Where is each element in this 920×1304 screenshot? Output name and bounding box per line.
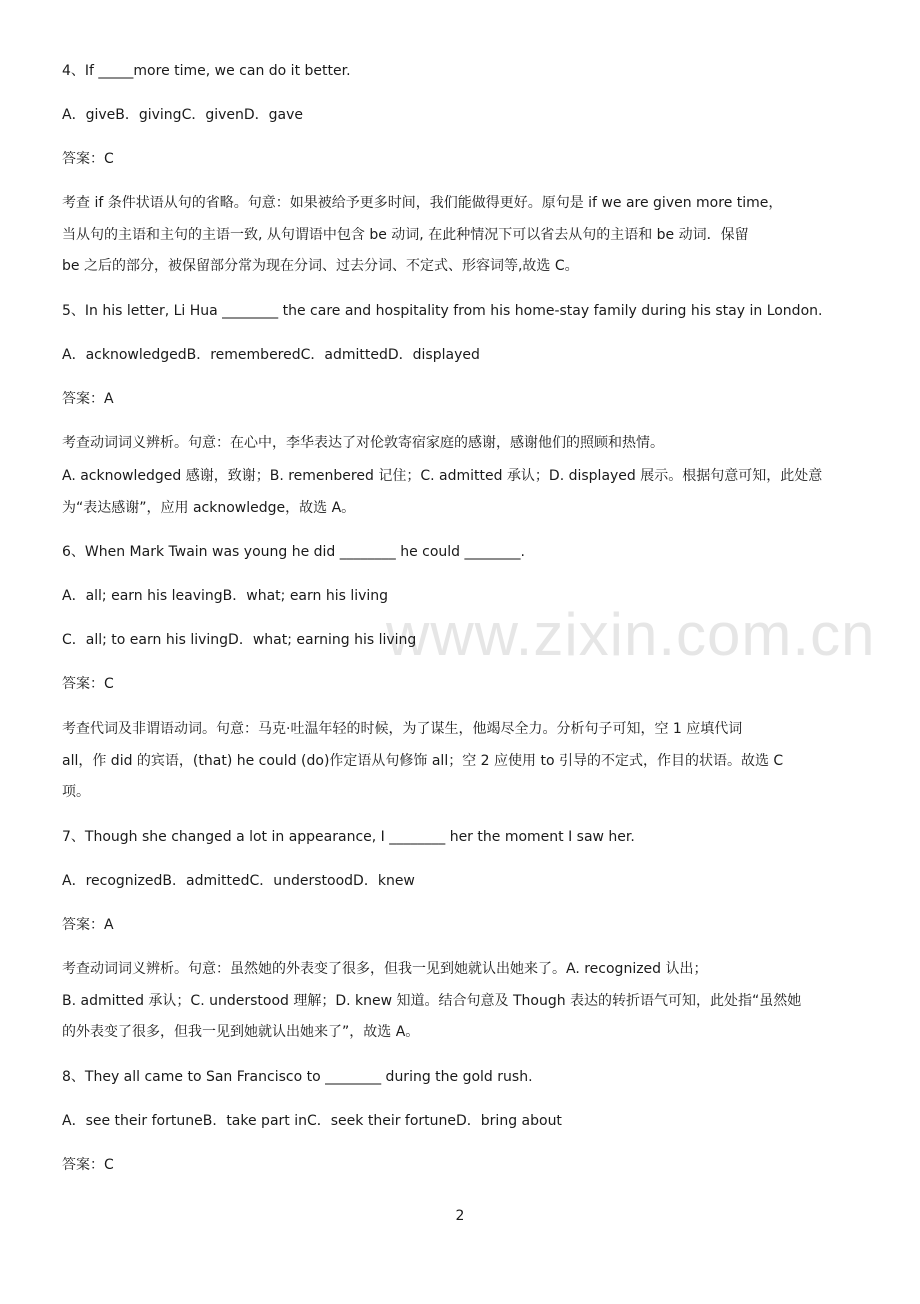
question-8: 8、They all came to San Francisco to ________ during the gold rush. [62,1069,533,1085]
question-4: 4、If _____more time, we can do it better. [62,63,351,79]
question-7: 7、Though she changed a lot in appearance, I ________ her the moment I saw her. [62,829,635,845]
question-4-explanation [62,188,858,283]
explanation-line: 当从句的主语和主句的主语一致, 从句谓语中包含 be 动词, 在此种情况下可以省去从句的主语和 be 动词．保留 [62,226,749,243]
explanation-line: A. acknowledged 感谢，致谢；B. remenbered 记住；C. admitted 承认；D. displayed 展示。根据句意可知，此处意 [62,468,823,484]
question-6-options-ab: A．all; earn his leavingB．what; earn his living [62,588,389,604]
question-6-options-cd: C．all; to earn his livingD．what; earning his living [62,632,417,648]
question-5-answer: 答案：A [62,391,114,407]
question-8-options: A．see their fortuneB．take part inC．seek their fortuneD．bring about [62,1113,562,1129]
question-8-answer: 答案：C [62,1157,114,1173]
explanation-line: 的外表变了很多，但我一见到她就认出她来了”，故选 A。 [62,1024,420,1040]
question-6-explanation [62,714,858,809]
explanation-line: 考查 if 条件状语从句的省略。句意：如果被给予更多时间，我们能做得更好。原句是 if we are given more time， [62,195,783,211]
explanation-line: 考查动词词义辨析。句意：虽然她的外表变了很多，但我一见到她就认出她来了。A. recognized 认出； [62,961,708,977]
watermark: www.zixin.com.cn [386,601,876,668]
question-5-options: A．acknowledgedB．rememberedC．admittedD．displayed [62,347,480,363]
question-4-options: A．giveB．givingC．givenD．gave [62,107,304,123]
question-7-explanation [62,954,858,1049]
page-number: 2 [455,1208,465,1224]
explanation-line: be 之后的部分，被保留部分常为现在分词、过去分词、不定式、形容词等,故选 C。 [62,258,579,274]
question-7-options: A．recognizedB．admittedC．understoodD．knew [62,873,415,889]
question-5: 5、In his letter, Li Hua ________ the care and hospitality from his home-stay family during his stay in London. [62,303,823,319]
question-5-explanation [62,461,858,524]
explanation-line: 项。 [62,784,90,800]
explanation-line: 为“表达感谢”，应用 acknowledge，故选 A。 [62,499,356,516]
question-7-answer: 答案：A [62,917,114,933]
question-5-explanation-intro: 考查动词词义辨析。句意：在心中，李华表达了对伦敦寄宿家庭的感谢，感谢他们的照顾和热情。 [62,435,664,451]
question-6-answer: 答案：C [62,676,114,692]
question-6: 6、When Mark Twain was young he did ________ he could ________. [62,544,525,560]
explanation-line: all，作 did 的宾语，(that) he could (do)作定语从句修饰 all；空 2 应使用 to 引导的不定式，作目的状语。故选 C [62,752,784,769]
explanation-line: B. admitted 承认；C. understood 理解；D. knew 知道。结合句意及 Though 表达的转折语气可知，此处指“虽然她 [62,992,802,1009]
question-4-answer: 答案：C [62,151,114,167]
explanation-line: 考查代词及非谓语动词。句意：马克·吐温年轻的时候，为了谋生，他竭尽全力。分析句子可知，空 1 应填代词 [62,721,743,737]
